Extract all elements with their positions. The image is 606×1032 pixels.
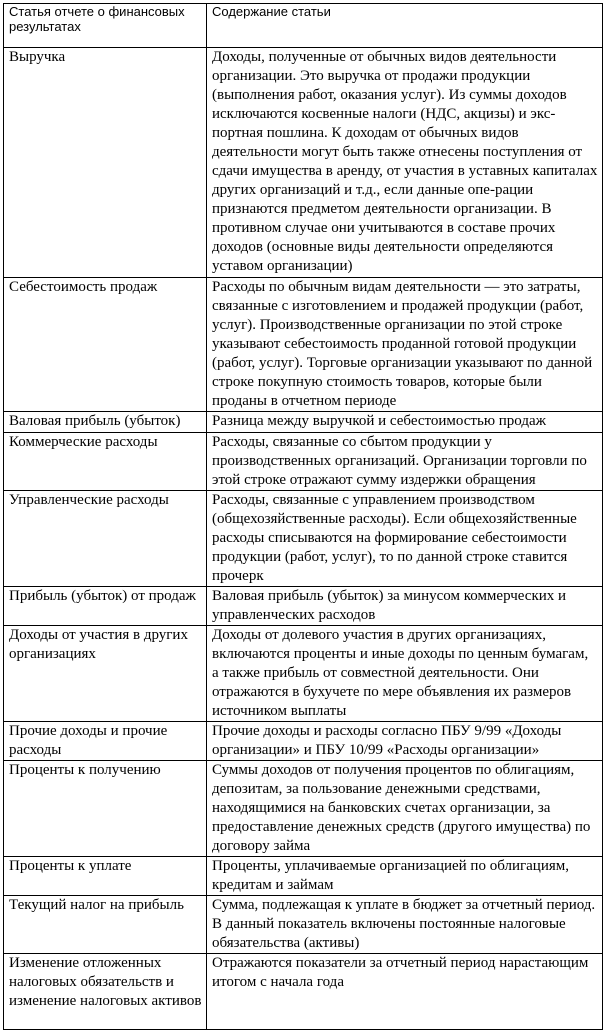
row-item-name: Коммерческие расходы <box>4 433 207 491</box>
row-item-content: Расходы, связанные со сбытом продукции у производственных организаций. Организации торговли по этой строке отражают сумму издержки обращения <box>207 433 603 491</box>
table-row <box>4 954 603 1030</box>
row-item-content: Доходы от долевого участия в других организациях, включаются проценты и иные доходы по ценным бумагам, а также прибыль от совместной деятельности. Они отражаются в бухучете по мере объявления их размеров источником выплаты <box>207 626 603 722</box>
financial-results-table <box>3 3 603 1030</box>
row-item-name: Управленческие расходы <box>4 491 207 587</box>
table-row <box>4 896 603 954</box>
header-item-column: Статья отчете о финансовых результатах <box>4 4 207 48</box>
header-content-column: Содержание статьи <box>207 4 603 48</box>
row-item-name: Изменение отложенных налоговых обязательств и изменение налоговых активов <box>4 954 207 1030</box>
table-row <box>4 626 603 722</box>
table-header-row <box>4 4 603 48</box>
row-item-name: Проценты к уплате <box>4 857 207 896</box>
row-item-content: Валовая прибыль (убыток) за минусом коммерческих и управленческих расходов <box>207 587 603 626</box>
row-item-name: Валовая прибыль (убыток) <box>4 412 207 433</box>
table-row <box>4 433 603 491</box>
row-item-name: Текущий налог на прибыль <box>4 896 207 954</box>
row-item-content: Прочие доходы и расходы согласно ПБУ 9/99 «Доходы организации» и ПБУ 10/99 «Расходы организации» <box>207 722 603 761</box>
table-row <box>4 48 603 278</box>
row-item-content: Доходы, полученные от обычных видов деятельности организации. Это выручка от продажи продукции (выполнения работ, оказания услуг). Из суммы доходов исключаются косвенные налоги (НДС, акцизы) и экс-портная пошлина. К доходам от обычных видов деятельности могут быть также отнесены поступления от сдачи имущества в аренду, от участия в уставных капиталах других организаций и т.д., если данные опе-рации признаются предметом деятельности организации. В противном случае они учитываются в составе прочих доходов (основные виды деятельности определяются уставом организации) <box>207 48 603 278</box>
row-item-content: Разница между выручкой и себестоимостью продаж <box>207 412 603 433</box>
table-row <box>4 278 603 412</box>
table-row <box>4 857 603 896</box>
table-row <box>4 587 603 626</box>
row-item-name: Прибыль (убыток) от продаж <box>4 587 207 626</box>
row-item-name: Себестоимость продаж <box>4 278 207 412</box>
row-item-content: Проценты, уплачиваемые организацией по облигациям, кредитам и займам <box>207 857 603 896</box>
table-row <box>4 761 603 857</box>
row-item-content: Расходы по обычным видам деятельности — это затраты, связанные с изготовлением и продажей продукции (работ, услуг). Производственные организации по этой строке указывают себестоимость проданной готовой продукции (работ, услуг). Торговые организации указывают по данной строке покупную стоимость товаров, которые были проданы в отчетном периоде <box>207 278 603 412</box>
table-row <box>4 412 603 433</box>
row-item-content: Расходы, связанные с управлением производством (общехозяйственные расходы). Если общехозяйственные расходы списываются на формирование себестоимости продукции (работ, услуг), то по данной строке ставится прочерк <box>207 491 603 587</box>
row-item-content: Отражаются показатели за отчетный период нарастающим итогом с начала года <box>207 954 603 1030</box>
row-item-content: Сумма, подлежащая к уплате в бюджет за отчетный период. В данный показатель включены постоянные налоговые обязательства (активы) <box>207 896 603 954</box>
table-row <box>4 722 603 761</box>
row-item-name: Выручка <box>4 48 207 278</box>
row-item-name: Проценты к получению <box>4 761 207 857</box>
row-item-content: Суммы доходов от получения процентов по облигациям, депозитам, за пользование денежными средствами, находящимися на банковских счетах организации, за предоставление денежных средств (другого имущества) по договору займа <box>207 761 603 857</box>
row-item-name: Доходы от участия в других организациях <box>4 626 207 722</box>
row-item-name: Прочие доходы и прочие расходы <box>4 722 207 761</box>
table-row <box>4 491 603 587</box>
